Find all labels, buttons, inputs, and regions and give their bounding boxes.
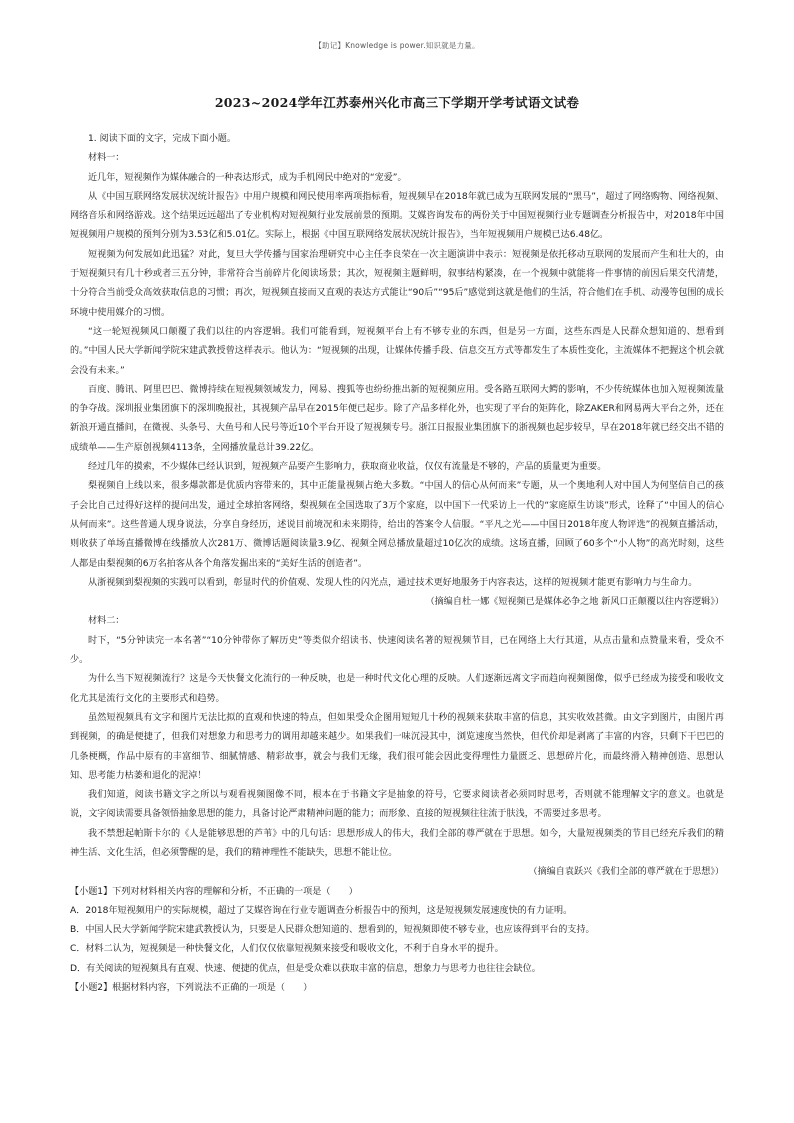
- material2-source: （摘编自袁跃兴《我们全部的尊严就在于思想》）: [528, 867, 724, 878]
- material2-paragraph: 为什么当下短视频流行？这是今天快餐文化流行的一种反映，也是一种时代文化心理的反映。人们逐渐远离文字而趋向视频图像，似乎已经成为接受和吸收文化尤其是流行文化的主要形式和趋势。: [70, 674, 724, 704]
- material1-paragraph: 从《中国互联网络发展状况统计报告》中用户规模和网民使用率两项指标看，短视频早在2018年就已成为互联网发展的“黑马”，超过了网络购物、网络视频、网络音乐和网络游戏。这个结果远远超出了专业机构对短视频行业发展前景的预期。艾媒咨询发布的两份关于中国短视频行业专题调查分析报告中，对2018年中国短视频用户规模的预判分别为3.53亿和5.01亿。实际上，根据《中国互联网络发展状况统计报告》，当年短视频用户规模已达6.48亿。: [70, 191, 724, 241]
- option-d: D．有关阅读的短视频具有直观、快速、便捷的优点，但是受众难以获取丰富的信息，想象力与思考力也往往会缺位。: [70, 963, 541, 974]
- material1-source: （摘编自杜一娜《短视频已是媒体必争之地 新风口正颠覆以往内容逻辑》）: [425, 597, 724, 608]
- material2-paragraph: 虽然短视频具有文字和图片无法比拟的直观和快速的特点，但如果受众企图用短短几十秒的视频来获取丰富的信息，其实收效甚微。由文字到图片，由图片再到视频，的确是便捷了，但我们对想象力和思考力的调用却越来越少。如果我们一味沉浸其中，浏览速度当然快，但代价却是剥离了丰富的内容，只剩下干巴巴的几条梗概，作品中原有的丰富细节、细腻情感、精彩故事，就会与我们无缘，我们很可能会因此变得理性力量匮乏、思想碎片化，而最终滑入精神创造、思想认知、思考能力枯萎和退化的泥淖！: [70, 712, 724, 781]
- sub-question-1: 【小题1】下列对材料相关内容的理解和分析，不正确的一项是（ ）: [70, 886, 358, 897]
- material1-paragraph: 近几年，短视频作为媒体融合的一种表达形式，成为手机网民中绝对的“宠爱”。: [88, 172, 407, 183]
- material1-paragraph: 梨视频自上线以来，很多爆款都是优质内容带来的，其中正能量视频占绝大多数。“中国人的信心从何而来”专题，从一个奥地利人对中国人为何坚信自己的孩子会比自己过得好这样的提问出发，通过全球拍客网络，梨视频在全国选取了3万个家庭，以中国下一代采访上一代的“家庭原生访谈”形式，诠释了“中国人的信心从何而来”。这些普通人现身说法，分享自身经历，述说目前境况和未来期待，给出的答案令人信服。“平凡之光——中国日2018年度人物评选”的视频直播活动，则收获了单场直播微博在线播放人次281万、微博话题阅读量3.9亿、视频全网总播放量超过10亿次的成绩。这场直播，回顾了60多个“小人物”的高光时刻，这些人都是由梨视频的6万名拍客从各个角落发掘出来的“美好生活的创造者”。: [70, 481, 724, 569]
- material1-paragraph: 从浙视频到梨视频的实践可以看到，彰显时代的价值观、发现人性的闪光点，通过技术更好地服务于内容表达，这样的短视频才能更有影响力与生命力。: [88, 577, 698, 588]
- header-note: 【助记】Knowledge is power.知识就是力量。: [314, 41, 480, 50]
- option-b: B．中国人民大学新闻学院宋建武教授认为，只要是人民群众想知道的、想看到的，短视频即使不够专业，也应该得到平台的支持。: [70, 925, 595, 936]
- material1-label: 材料一：: [88, 153, 125, 164]
- material1-paragraph: 经过几年的摸索，不少媒体已经认识到，短视频产品要产生影响力，获取商业收益，仅仅有流量是不够的，产品的质量更为重要。: [88, 462, 607, 473]
- option-a: A．2018年短视频用户的实际规模，超过了艾媒咨询在行业专题调查分析报告中的预判，这是短视频发展速度快的有力证明。: [70, 905, 573, 916]
- material2-paragraph: 时下，“5分钟读完一本名著”“10分钟带你了解历史”等类似介绍读书、快速阅读名著的短视频节目，已在网络上大行其道，从点击量和点赞量来看，受众不少。: [70, 635, 724, 666]
- material1-paragraph: “这一轮短视频风口颠覆了我们以往的内容逻辑。我们可能看到，短视频平台上有不够专业的东西，但是另一方面，这些东西是人民群众想知道的、想看到的。”中国人民大学新闻学院宋建武教授曾这样表示。他认为：“短视频的出现，让媒体传播手段、信息交互方式等都发生了本质性变化，主流媒体不把握这个机会就会没有未来。”: [70, 326, 724, 376]
- material2-paragraph: 我不禁想起帕斯卡尔的《人是能够思想的芦苇》中的几句话：思想形成人的伟大，我们全部的尊严就在于思想。如今，大量短视频类的节目已经充斥我们的精神生活、文化生活，但必须警醒的是，我们的精神理性不能缺失，思想不能让位。: [70, 828, 724, 858]
- material1-paragraph: 短视频为何发展如此迅猛？对此，复旦大学传播与国家治理研究中心主任李良荣在一次主题演讲中表示：短视频是依托移动互联网的发展而产生和壮大的，由于短视频只有几十秒或者三五分钟，非常符合当前碎片化阅读场景；其次，短视频主题鲜明，叙事结构紧凑，在一个视频中就能将一件事情的前因后果交代清楚，十分符合当前受众高效获取信息的习惯；再次，短视频直接而又直观的表达方式能让“90后”“95后”感觉到这就是他们的生活，符合他们在手机、动漫等包围的成长环境中使用媒介的习惯。: [70, 249, 724, 318]
- document-title: 2023~2024学年江苏泰州兴化市高三下学期开学考试语文试卷: [214, 95, 580, 110]
- material2-label: 材料二：: [88, 616, 125, 627]
- question-intro: 1. 阅读下面的文字，完成下面小题。: [88, 134, 236, 144]
- material2-paragraph: 我们知道，阅读书籍文字之所以与观看视频图像不同，根本在于书籍文字是抽象的符号，它要求阅读者必须同时思考，否则就不能理解文字的意义。也就是说，文字阅读需要具备领悟抽象思想的能力，具备讨论严肃精神问题的能力；而形象、直接的短视频往往流于肤浅，不需要过多思考。: [70, 790, 724, 820]
- sub-question-2: 【小题2】根据材料内容，下列说法不正确的一项是（ ）: [70, 983, 313, 994]
- material1-paragraph: 百度、腾讯、阿里巴巴、微博持续在短视频领域发力，网易、搜狐等也纷纷推出新的短视频应用。受各路互联网大鳄的影响，不少传统媒体也加入短视频流量的争夺战。深圳报业集团旗下的深圳晚报社，其视频产品早在2015年便已起步。除了产品多样化外，也实现了平台的矩阵化，除ZAKER和网易两大平台之外，还在新浪开通直播间，在微视、头条号、大鱼号和人民号等近10个平台开设了短视频专号。浙江日报报业集团旗下的浙视频也起步较早，早在2018年就已经交出不错的成绩单——生产原创视频4113条，全网播放量总计39.22亿。: [70, 384, 724, 453]
- document-body: [70, 130, 724, 998]
- option-c: C．材料二认为，短视频是一种快餐文化，人们仅仅依靠短视频来接受和吸收文化，不利于自身水平的提升。: [70, 944, 504, 955]
